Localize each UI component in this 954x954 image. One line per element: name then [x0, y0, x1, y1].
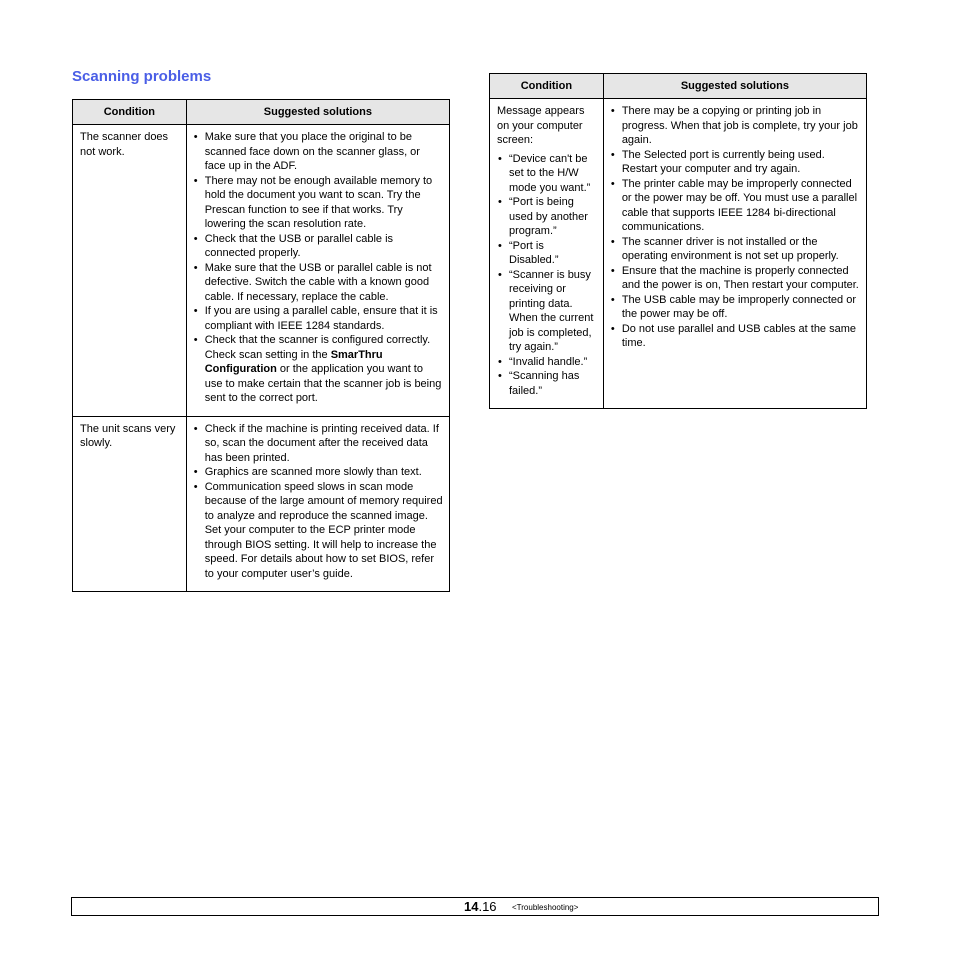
- condition-header: Condition: [490, 74, 604, 99]
- list-item: • “Scanning has failed.”: [497, 369, 596, 398]
- list-item: [193, 333, 443, 406]
- list-item: • There may be a copying or printing job in progress. When that job is complete, try your job again.: [610, 104, 860, 148]
- list-item: • “Device can't be set to the H/W mode you want.”: [497, 152, 596, 196]
- solutions-header: Suggested solutions: [186, 100, 449, 125]
- condition-text: The unit scans very slowly.: [80, 422, 176, 449]
- list-item: • Graphics are scanned more slowly than text.: [193, 465, 443, 480]
- list-item: • “Invalid handle.”: [497, 355, 596, 370]
- list-item: • Make sure that the USB or parallel cable is not defective. Switch the cable with a known good cable. If necessary, replace the cable.: [193, 261, 443, 305]
- list-item: • Communication speed slows in scan mode because of the large amount of memory required to analyze and reproduce the scanned image. Set your computer to the ECP printer mode through BIOS setting. It will help to increase the speed. For details about how to set BIOS, refer to your computer user’s guide.: [193, 480, 443, 582]
- list-item: • There may not be enough available memory to hold the document you want to scan. Try the Prescan function to see if that works. Try lowering the scan resolution rate.: [193, 174, 443, 232]
- condition-intro: Message appears on your computer screen:: [497, 105, 585, 146]
- list-item: • The Selected port is currently being used. Restart your computer and try again.: [610, 148, 860, 177]
- list-item: • “Port is being used by another program.”: [497, 195, 596, 239]
- condition-cell: [73, 416, 187, 592]
- list-item: • Make sure that you place the original to be scanned face down on the scanner glass, or face up in the ADF.: [193, 130, 443, 174]
- list-item: • Check if the machine is printing received data. If so, scan the document after the received data has been printed.: [193, 422, 443, 466]
- solutions-cell: [186, 416, 449, 592]
- list-item: • “Scanner is busy receiving or printing data. When the current job is completed, try again.”: [497, 268, 596, 355]
- solutions-list: [193, 422, 443, 582]
- table-row: [490, 99, 867, 409]
- solution-text: or the application you want to use to make certain that the scanner job is being sent to the correct port.: [204, 363, 442, 404]
- list-item: • “Port is Disabled.”: [497, 239, 596, 268]
- list-item: • Do not use parallel and USB cables at the same time.: [610, 322, 860, 351]
- list-item: • Check that the USB or parallel cable is connected properly.: [193, 232, 443, 261]
- condition-cell: [490, 99, 604, 409]
- solutions-cell: [186, 125, 449, 417]
- list-item: • If you are using a parallel cable, ensure that it is compliant with IEEE 1284 standards.: [193, 304, 443, 333]
- scanning-problems-table-left: [72, 99, 450, 592]
- smarthru-configuration-term: SmarThru Configuration: [204, 348, 383, 375]
- list-item: • The printer cable may be improperly connected or the power may be off. You must use a parallel cable that supports IEEE 1284 bi-directional communications.: [610, 177, 860, 235]
- solutions-header: Suggested solutions: [603, 74, 866, 99]
- page-suffix: .16: [478, 899, 497, 914]
- solutions-cell: [603, 99, 866, 409]
- condition-header: Condition: [73, 100, 187, 125]
- scanning-problems-table-right: [489, 73, 867, 409]
- list-item: • Ensure that the machine is properly connected and the power is on, Then restart your computer.: [610, 264, 860, 293]
- page-footer: [71, 897, 879, 916]
- table-header-row: [73, 100, 450, 125]
- page-number: [464, 899, 497, 914]
- list-item: • The USB cable may be improperly connected or the power may be off.: [610, 293, 860, 322]
- chapter-number: 14: [464, 899, 479, 914]
- solutions-list: [193, 130, 443, 406]
- table-row: [73, 416, 450, 592]
- condition-cell: [73, 125, 187, 417]
- error-messages-list: [497, 152, 596, 399]
- table-row: [73, 125, 450, 417]
- solutions-list: [610, 104, 860, 351]
- table-header-row: [490, 74, 867, 99]
- solution-text: Check that the scanner is configured correctly. Check scan setting in the: [204, 334, 431, 361]
- footer-section-label: <Troubleshooting>: [512, 903, 579, 912]
- list-item: • The scanner driver is not installed or the operating environment is not set up properly.: [610, 235, 860, 264]
- section-title: Scanning problems: [72, 68, 212, 85]
- condition-text: The scanner does not work.: [80, 131, 169, 158]
